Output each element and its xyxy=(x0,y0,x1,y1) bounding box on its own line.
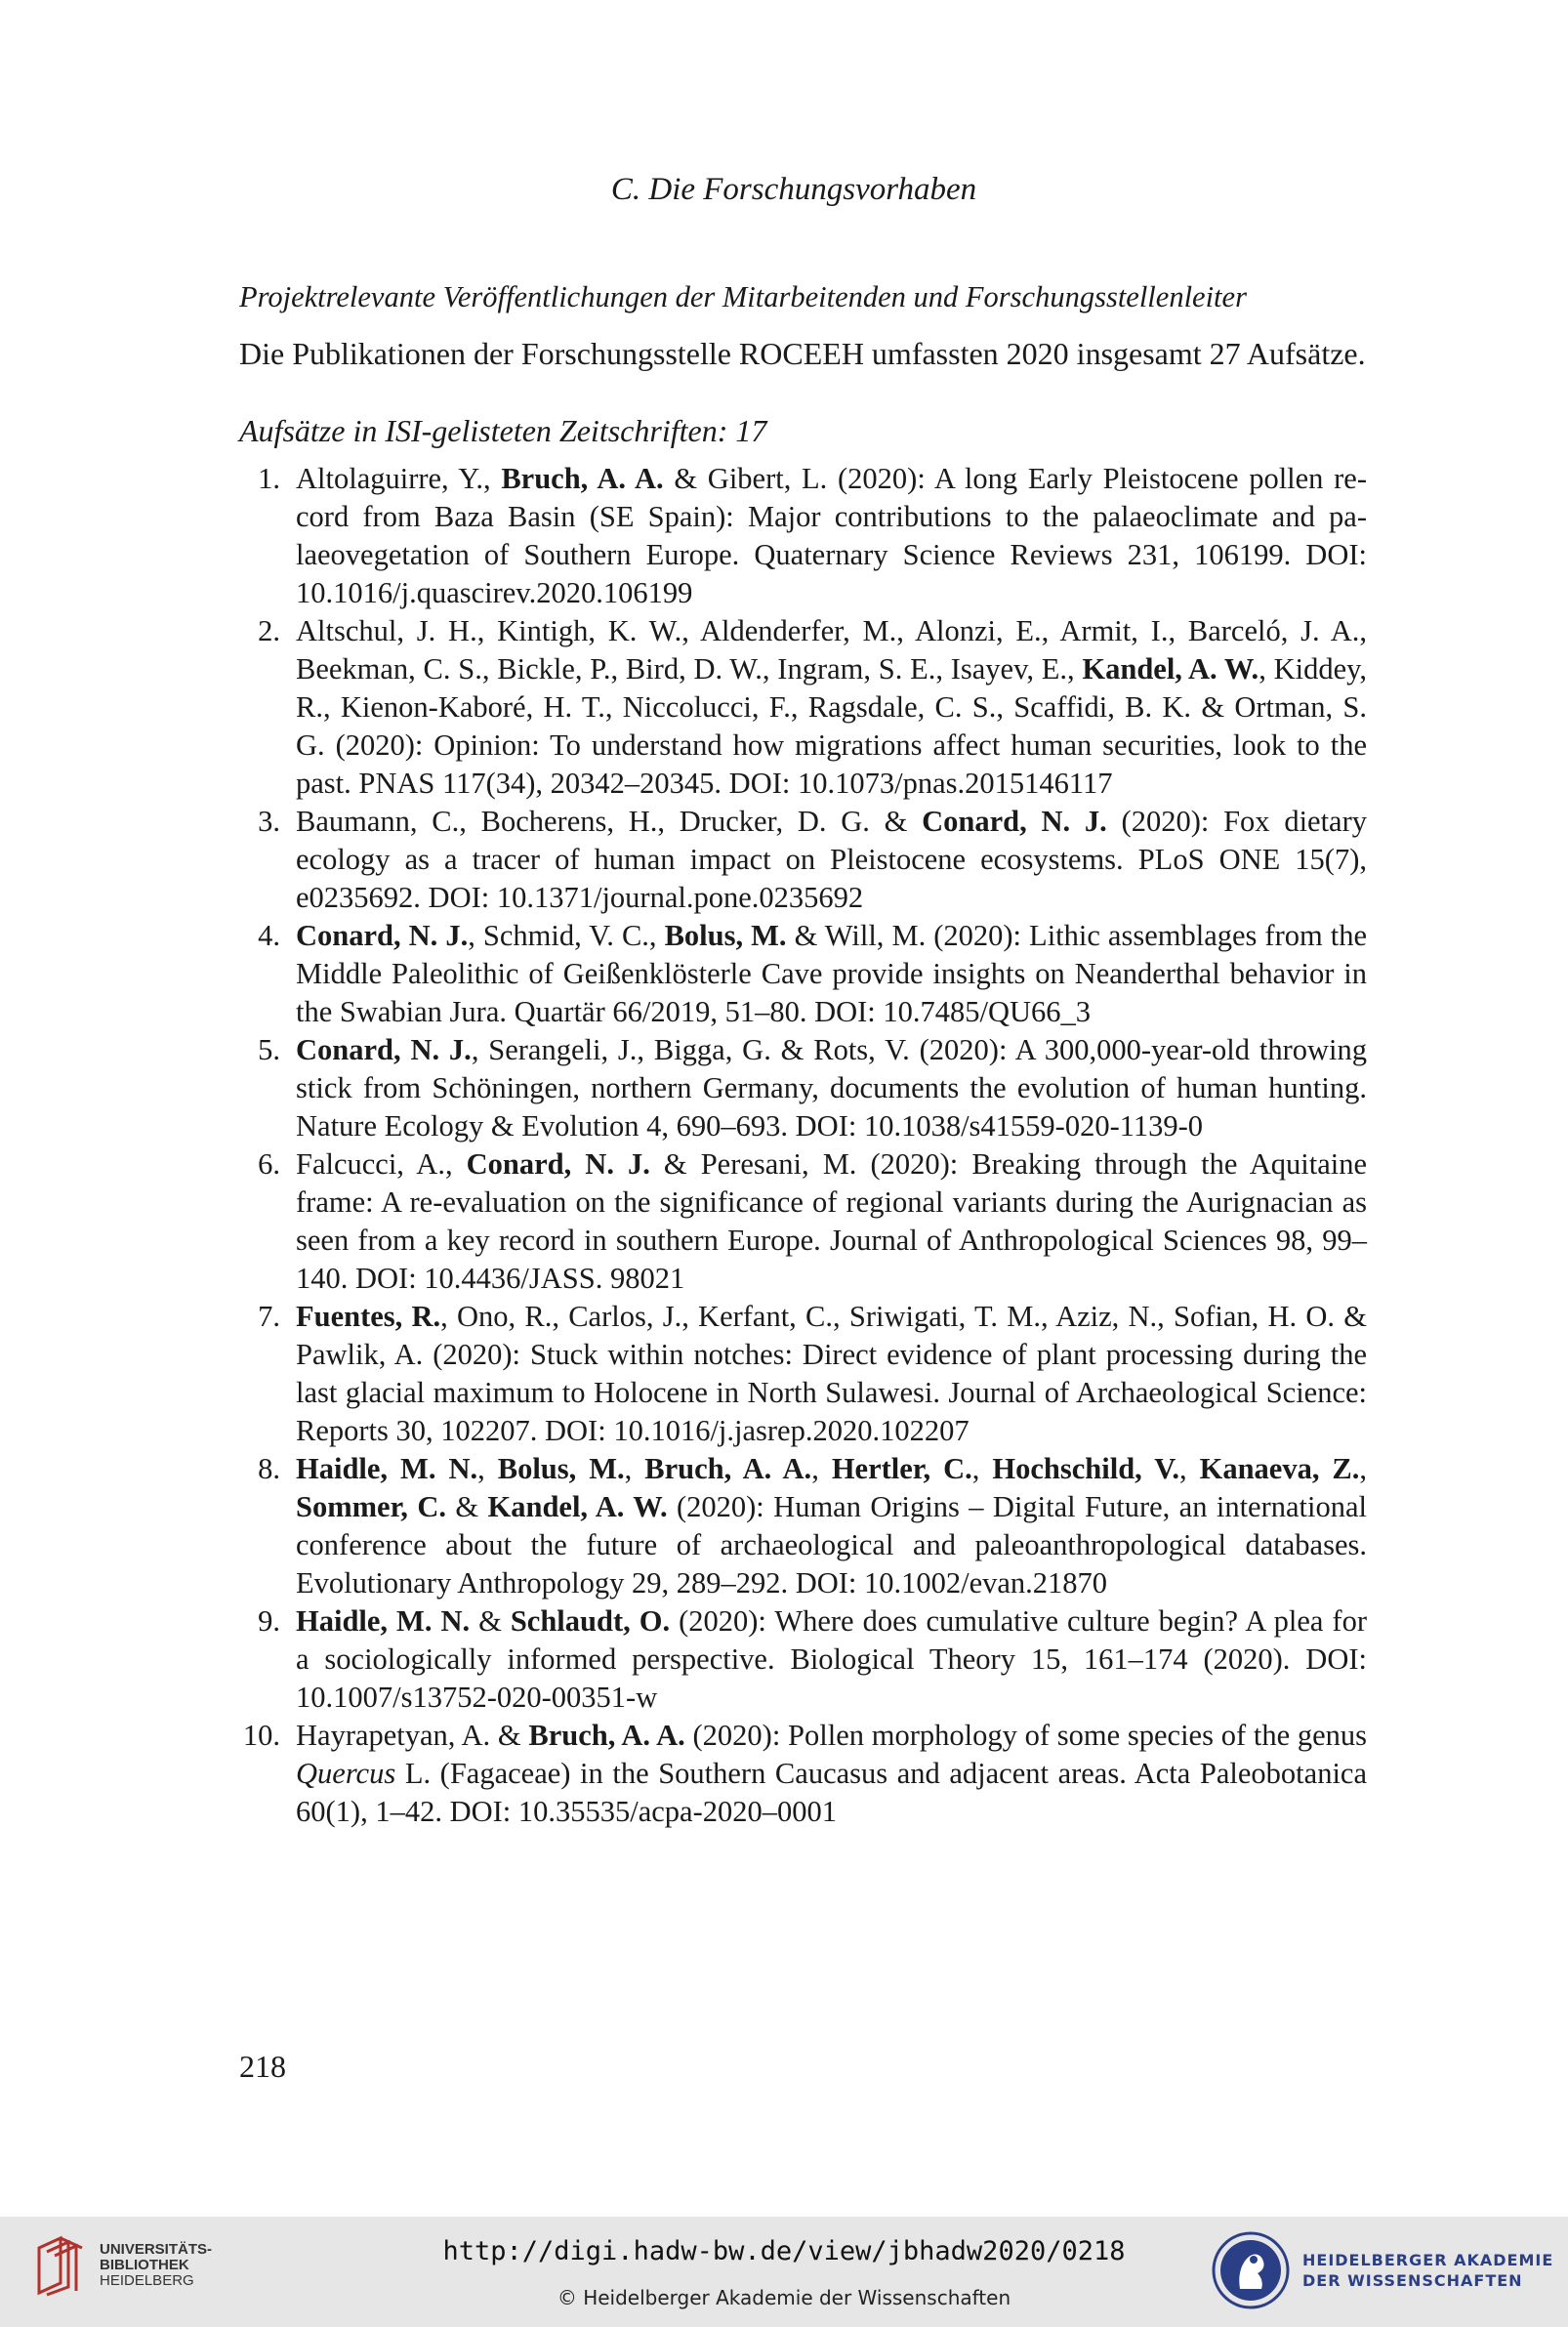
reference-number: 7. xyxy=(258,1300,280,1333)
reference-item xyxy=(239,917,1367,1031)
reference-author-bold: Hertler, C. xyxy=(831,1452,972,1485)
copyright-notice: © Heidelberger Akademie der Wissenschaften xyxy=(557,2286,1011,2309)
reference-author-bold: Conard, N. J. xyxy=(296,919,469,952)
reference-text: & Gibert, L. (2020): A long Early Pleistocene pollen record from Baza Basin (SE Spain): Major contributions to the palaeoclimate and palaeovegetation of Southern Europe. Quaternary Science Reviews 231, 106199. DOI: 10.1016/j.quascirev.2020.106199 xyxy=(296,462,1368,609)
academy-logo-line: DER WISSENSCHAFTEN xyxy=(1302,2271,1523,2290)
reference-text: & xyxy=(470,1604,511,1638)
source-url-link[interactable]: http://digi.hadw-bw.de/view/jbhadw2020/0218 xyxy=(442,2236,1126,2266)
reference-item xyxy=(239,803,1367,917)
reference-list xyxy=(239,460,1367,1831)
reference-taxon-italic: Quercus xyxy=(296,1757,396,1790)
reference-text: , xyxy=(971,1452,993,1485)
reference-author-bold: Conard, N. J. xyxy=(466,1147,650,1181)
reference-author-bold: Fuentes, R. xyxy=(296,1300,441,1333)
reference-text: , xyxy=(1359,1452,1368,1485)
reference-text: , xyxy=(624,1452,645,1485)
reference-author-bold: Sommer, C. xyxy=(296,1490,446,1523)
reference-text: Hayrapetyan, A. & xyxy=(296,1719,529,1752)
reference-author-bold: Hochschild, V. xyxy=(992,1452,1179,1485)
reference-author-bold: Bolus, M. xyxy=(664,919,787,952)
reference-text: , Kiddey, R., Kienon-Kaboré, H. T., Niccolucci, F., Ragsdale, C. S., Scaffidi, B. K. & Ortman, S. G. (2020): Opinion: To understand how migrations affect human securities, look to the past. PNAS 117(34), 20342–20345. DOI: 10.1073/pnas.2015146117 xyxy=(296,652,1368,800)
reference-text: , xyxy=(477,1452,498,1485)
reference-number: 10. xyxy=(242,1719,280,1752)
academy-seal-icon xyxy=(1211,2230,1291,2310)
reference-text: Baumann, C., Bocherens, H., Drucker, D. G. & xyxy=(296,805,923,838)
page-number: 218 xyxy=(239,2049,286,2084)
reference-author-bold: Bruch, A. A. xyxy=(644,1452,812,1485)
reference-text: (2020): Fox dietary ecology as a tracer of human impact on Pleistocene ecosystems. PLoS ONE 15(7), e0235692. DOI: 10.1371/journal.pone.0235692 xyxy=(296,805,1367,914)
reference-item xyxy=(239,460,1367,612)
reference-text: L. (Fagaceae) in the Southern Caucasus and adjacent areas. Acta Paleobotanica 60(1), 1–42. DOI: 10.35535/acpa-2020–0001 xyxy=(296,1757,1367,1828)
reference-text: Altolaguirre, Y., xyxy=(296,462,502,495)
reference-item xyxy=(239,1298,1367,1450)
library-logo-line: HEIDELBERG xyxy=(100,2272,194,2289)
reference-author-bold: Haidle, M. N. xyxy=(296,1604,471,1638)
reference-number: 9. xyxy=(258,1604,280,1638)
reference-number: 2. xyxy=(258,614,280,647)
reference-text: , xyxy=(811,1452,832,1485)
reference-text: (2020): Pollen morphology of some species of the genus xyxy=(684,1719,1368,1752)
academy-logo-text xyxy=(1302,2250,1553,2291)
reference-author-bold: Conard, N. J. xyxy=(922,805,1107,838)
reference-author-bold: Kandel, A. W. xyxy=(487,1490,668,1523)
reference-author-bold: Kandel, A. W. xyxy=(1082,652,1259,686)
reference-number: 4. xyxy=(258,919,280,952)
reference-text: , Schmid, V. C., xyxy=(468,919,665,952)
reference-number: 3. xyxy=(258,805,280,838)
page-content xyxy=(239,278,1367,1831)
reference-author-bold: Bruch, A. A. xyxy=(528,1719,685,1752)
reference-text: & Peresani, M. (2020): Breaking through the Aquitaine frame: A re-evaluation on the significance of regional variants during the Aurignacian as seen from a key record in southern Europe. Journal of Anthropological Sciences 98, 99–140. DOI: 10.4436/JASS. 98021 xyxy=(296,1147,1367,1295)
reference-text: , xyxy=(1178,1452,1200,1485)
reference-author-bold: Bruch, A. A. xyxy=(501,462,664,495)
library-logo-line: UNIVERSITÄTS- xyxy=(100,2241,213,2258)
subheading: Projektrelevante Veröffentlichungen der Mitarbeitenden und Forschungsstellenleiter xyxy=(239,280,1247,313)
reference-number: 8. xyxy=(258,1452,280,1485)
reference-text: & Will, M. (2020): Lithic assemblages from the Middle Paleolithic of Geißenklösterle Cave provide insights on Neanderthal behavior in the Swabian Jura. Quartär 66/2019, 51–80. DOI: 10.7485/QU66_3 xyxy=(296,919,1368,1028)
reference-text: Altschul, J. H., Kintigh, K. W., Aldenderfer, M., Alonzi, E., Armit, I., Barceló, J. A., Beekman, C. S., Bickle, P., Bird, D. W., Ingram, S. E., Isayev, E., xyxy=(296,614,1367,686)
reference-number: 1. xyxy=(258,462,280,495)
reference-item xyxy=(239,1145,1367,1298)
library-logo-line: BIBLIOTHEK xyxy=(100,2257,189,2273)
intro-paragraph: Die Publikationen der Forschungsstelle ROCEEH umfassten 2020 insgesamt 27 Aufsätze. xyxy=(239,336,1366,371)
academy-logo-line: HEIDELBERGER AKADEMIE xyxy=(1302,2251,1554,2269)
reference-text: & xyxy=(445,1490,488,1523)
reference-author-bold: Bolus, M. xyxy=(497,1452,625,1485)
reference-text: (2020): Where does cumulative culture begin? A plea for a sociologically informed perspective. Biological Theory 15, 161–174 (2020). DOI: 10.1007/s13752-020-00351-w xyxy=(296,1604,1367,1714)
reference-text: Falcucci, A., xyxy=(296,1147,467,1181)
reference-item xyxy=(239,612,1367,803)
reference-author-bold: Schlaudt, O. xyxy=(510,1604,671,1638)
running-head: C. Die Forschungsvorhaben xyxy=(610,172,977,207)
reference-number: 5. xyxy=(258,1033,280,1066)
reference-item xyxy=(239,1717,1367,1831)
academy-logo[interactable] xyxy=(1211,2230,1553,2310)
reference-author-bold: Kanaeva, Z. xyxy=(1199,1452,1360,1485)
reference-item xyxy=(239,1031,1367,1145)
reference-number: 6. xyxy=(258,1147,280,1181)
section-heading: Aufsätze in ISI-gelisteten Zeitschriften: 17 xyxy=(239,413,767,448)
reference-text: , Serangeli, J., Bigga, G. & Rots, V. (2020): A 300,000-year-old throwing stick from Schöningen, northern Germany, documents the evolution of human hunting. Nature Ecology & Evolution 4, 690–693. DOI: 10.1038/s41559-020-1139-0 xyxy=(296,1033,1367,1143)
footer-bar xyxy=(0,2217,1568,2327)
reference-author-bold: Haidle, M. N. xyxy=(296,1452,478,1485)
reference-item xyxy=(239,1602,1367,1717)
reference-text: , Ono, R., Carlos, J., Kerfant, C., Sriwigati, T. M., Aziz, N., Sofian, H. O. & Pawlik, A. (2020): Stuck within notches: Direct evidence of plant processing during the last glacial maximum to Holocene in North Sulawesi. Journal of Archaeological Science: Reports 30, 102207. DOI: 10.1016/j.jasrep.2020.102207 xyxy=(296,1300,1367,1447)
reference-author-bold: Conard, N. J. xyxy=(296,1033,472,1066)
reference-item xyxy=(239,1450,1367,1602)
reference-text: (2020): Human Origins – Digital Future, an international conference about the future of archaeological and paleoanthropological databases. Evolutionary Anthropology 29, 289–292. DOI: 10.1002/evan.21870 xyxy=(296,1490,1368,1600)
